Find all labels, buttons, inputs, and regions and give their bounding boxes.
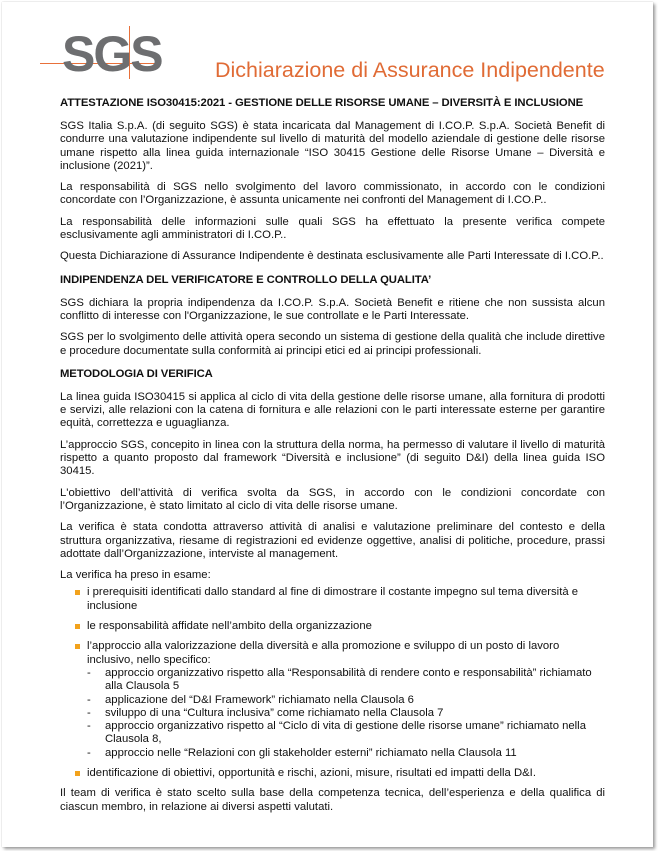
paragraph: La verifica è stata condotta attraverso attività di analisi e valutazione preliminare del contesto e della struttura organizzativa, riesame di registrazioni ed evidenze oggettive, analisi di politiche, procedure, prassi adottate dall’Organizzazione, interviste al management. — [60, 521, 605, 560]
document-title: Dichiarazione di Assurance Indipendente — [215, 58, 605, 82]
section-attestazione — [60, 97, 605, 264]
sub-list — [87, 667, 605, 760]
section-heading: INDIPENDENZA DEL VERIFICATORE E CONTROLLO DELLA QUALITA’ — [60, 273, 432, 286]
sub-list-item: - sviluppo di una “Cultura inclusiva” come richiamato nella Clausola 7 — [87, 707, 605, 720]
paragraph: La responsabilità delle informazioni sulle quali SGS ha effettuato la presente verifica compete esclusivamente agli amministratori di I.CO.P.. — [60, 215, 605, 242]
paragraph: SGS dichiara la propria indipendenza da I.CO.P. S.p.A. Società Benefit e ritiene che non sussista alcun conflitto di interesse con l'Organizzazione, le sue controllate e le Parti Interessate. — [60, 296, 605, 322]
closing-paragraph: Il team di verifica è stato scelto sulla base della competenza tecnica, dell’esperienza e della qualifica di ciascun membro, in relazione ai diversi aspetti valutati. — [60, 787, 605, 813]
paragraph: La linea guida ISO30415 si applica al ciclo di vita della gestione delle risorse umane, alla fornitura di prodotti e servizi, alle relazioni con la catena di fornitura e alle relazioni con le parti interessate esterne per garantire equità, correttezza e uguaglianza. — [60, 390, 605, 430]
section-indipendenza — [60, 274, 605, 358]
sub-list-item: - approccio organizzativo rispetto alla “Responsabilità di rendere conto e responsabilità” richiamato alla Clausola 5 — [87, 667, 605, 694]
section-metodologia — [60, 368, 605, 814]
list-item-text: l’approccio alla valorizzazione della diversità e alla promozione e sviluppo di un posto di lavoro inclusivo, nello specifico: — [87, 640, 560, 666]
sub-list-item: - approccio organizzativo rispetto al “Ciclo di vita di gestione delle risorse umane” richiamato nella Clausola 8, — [87, 720, 605, 747]
list-item-text: le responsabilità affidate nell’ambito della organizzazione — [87, 620, 372, 633]
list-item — [60, 586, 605, 613]
paragraph: Questa Dichiarazione di Assurance Indipendente è destinata esclusivamente alle Parti Interessate di I.CO.P.. — [60, 250, 604, 263]
paragraph: SGS Italia S.p.A. (di seguito SGS) è stata incaricata dal Management di I.CO.P. S.p.A. Società Benefit di condurre una valutazione indipendente sul livello di maturità del modello aziendale di gestione delle risorse umane rispetto alla linea guida internazionale “ISO 30415 Gestione delle Risorse Umane – Diversità e inclusione (2021)”. — [60, 120, 605, 172]
list-item — [60, 620, 605, 633]
list-item — [60, 640, 605, 760]
list-item-text: identificazione di obiettivi, opportunità e rischi, azioni, misure, risultati ed impatti della D&I. — [87, 766, 536, 779]
section-heading: METODOLOGIA DI VERIFICA — [60, 367, 213, 380]
sgs-logo: SGS — [62, 26, 162, 82]
paragraph: La responsabilità di SGS nello svolgimento del lavoro commissionato, in accordo con le condizioni concordate con l’Organizzazione, è assunta unicamente nei confronti del Management di I.CO.P.. — [60, 181, 605, 207]
paragraph: L'obiettivo dell’attività di verifica svolta da SGS, in accordo con le condizioni concordate con l’Organizzazione, è stato limitato al ciclo di vita delle risorse umane. — [60, 486, 605, 512]
bullet-list — [60, 586, 605, 780]
document-body — [60, 97, 605, 822]
paragraph: SGS per lo svolgimento delle attività opera secondo un sistema di gestione della qualità che include direttive e procedure documentate sulla conformità ai principi etici ed ai principi professionali. — [60, 331, 605, 357]
sub-list-item: - approccio nelle “Relazioni con gli stakeholder esterni” richiamato nella Clausola 11 — [87, 747, 605, 760]
paragraph: L’approccio SGS, concepito in linea con la struttura della norma, ha permesso di valutare il livello di maturità rispetto a quanto proposto dal framework “Diversità e inclusione” (di seguito D&I) della linea guida ISO 30415. — [60, 438, 605, 478]
list-item-text: i prerequisiti identificati dallo standard al fine di dimostrare il costante impegno sul tema diversità e inclusione — [87, 586, 579, 612]
sub-list-item: - applicazione del “D&I Framework” richiamato nella Clausola 6 — [87, 694, 605, 707]
list-item — [60, 767, 605, 780]
section-heading: ATTESTAZIONE ISO30415:2021 - GESTIONE DELLE RISORSE UMANE – DIVERSITÀ E INCLUSIONE — [60, 97, 584, 109]
list-intro: La verifica ha preso in esame: — [60, 569, 211, 582]
